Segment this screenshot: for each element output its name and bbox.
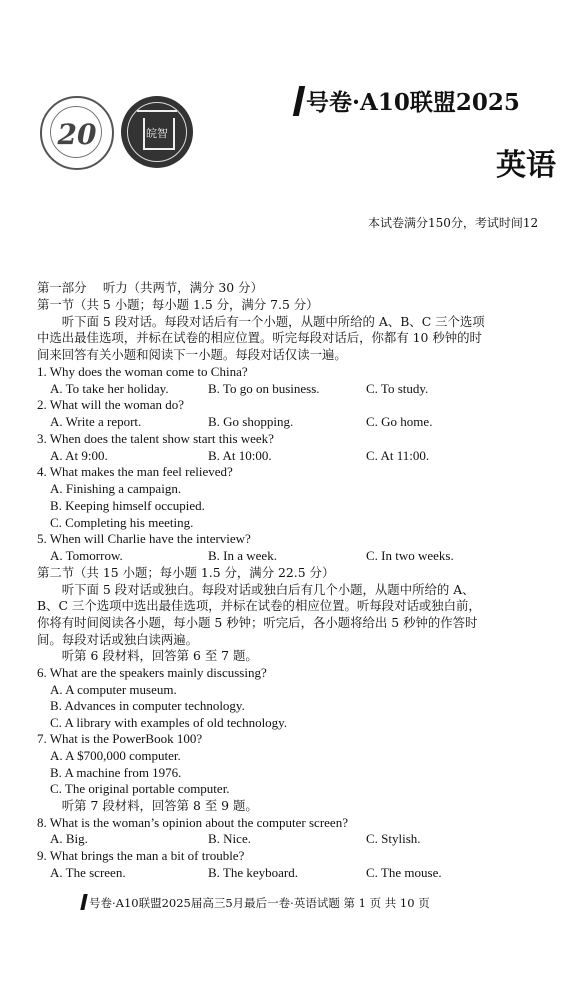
option-c: C. Go home. — [366, 414, 433, 429]
instruction-line: 听下面 5 段对话或独白。每段对话或独白后有几个小题，从题中所给的 A、 — [37, 582, 475, 597]
seal-mark-text: 皖智 — [146, 127, 168, 140]
instruction-line: 中选出最佳选项，并标在试卷的相应位置。听完每段对话后，你都有 10 秒钟的时 — [37, 330, 482, 345]
brand-stroke-icon — [293, 86, 305, 116]
option-b: B. To go on business. — [208, 381, 320, 396]
question-1: 1. Why does the woman come to China? — [37, 364, 248, 379]
question-4: 4. What makes the man feel relieved? — [37, 464, 233, 479]
education-seal-logo — [121, 96, 193, 168]
footer-text: ·A10联盟2025届高三5月最后一卷·英语试题 第 1 页 共 10 页 — [112, 896, 430, 910]
school-seal-logo — [40, 96, 114, 170]
option-a: A. Big. — [50, 831, 88, 846]
option-a: A. A computer museum. — [50, 682, 177, 697]
option-c: C. The mouse. — [366, 865, 442, 880]
footer-brand: 号卷 — [89, 896, 112, 910]
option-c: C. The original portable computer. — [50, 781, 230, 796]
option-a: A. Write a report. — [50, 414, 142, 429]
exam-note: 本试卷满分150分，考试时间12 — [368, 216, 539, 230]
question-8: 8. What is the woman’s opinion about the computer screen? — [37, 815, 348, 830]
footer-brand-icon — [80, 894, 87, 910]
subject-title: 英语 — [496, 148, 556, 183]
question-9: 9. What brings the man a bit of trouble? — [37, 848, 245, 863]
option-b: B. A machine from 1976. — [50, 765, 182, 780]
option-b: B. The keyboard. — [208, 865, 299, 880]
option-b: B. At 10:00. — [208, 448, 272, 463]
question-6: 6. What are the speakers mainly discussing? — [37, 665, 267, 680]
instruction-line: 间。每段对话或独白读两遍。 — [37, 632, 199, 647]
option-b: B. Go shopping. — [208, 414, 294, 429]
question-2: 2. What will the woman do? — [37, 397, 185, 412]
option-a: A. To take her holiday. — [50, 381, 169, 396]
section-heading: 第二节（共 15 小题；每小题 1.5 分，满分 22.5 分） — [37, 565, 335, 580]
option-b: B. Advances in computer technology. — [50, 698, 245, 713]
brand-rest: ·A10联盟2025 — [352, 89, 520, 116]
option-c: C. Completing his meeting. — [50, 515, 194, 530]
instruction-line: 间来回答有关小题和阅读下一小题。每段对话仅读一遍。 — [37, 347, 347, 362]
option-c: C. To study. — [366, 381, 429, 396]
option-c: C. Stylish. — [366, 831, 421, 846]
option-a: A. The screen. — [50, 865, 126, 880]
option-a: A. At 9:00. — [50, 448, 108, 463]
section-heading: 第一节（共 5 小题；每小题 1.5 分，满分 7.5 分） — [37, 297, 319, 312]
page-footer — [82, 894, 430, 911]
exam-brand-title — [296, 84, 520, 117]
option-b: B. Keeping himself occupied. — [50, 498, 205, 513]
option-c: C. A library with examples of old technology. — [50, 715, 288, 730]
option-c: C. In two weeks. — [366, 548, 454, 563]
seal-number-text: 20 — [57, 118, 97, 151]
question-5: 5. When will Charlie have the interview? — [37, 531, 251, 546]
part-heading: 第一部分 听力（共两节，满分 30 分） — [37, 280, 263, 295]
question-3: 3. When does the talent show start this week? — [37, 431, 274, 446]
option-b: B. Nice. — [208, 831, 251, 846]
instruction-line: B、C 三个选项中选出最佳选项，并标在试卷的相应位置。听每段对话或独白前， — [37, 598, 481, 613]
instruction-line: 你将有时间阅读各小题，每小题 5 秒钟；听完后，各小题将给出 5 秒钟的作答时 — [37, 615, 478, 630]
brand-script: 号卷 — [306, 89, 352, 116]
material-note: 听第 6 段材料，回答第 6 至 7 题。 — [37, 648, 258, 663]
option-a: A. A $700,000 computer. — [50, 748, 181, 763]
instruction-line: 听下面 5 段对话。每段对话后有一个小题，从题中所给的 A、B、C 三个选项 — [37, 314, 485, 329]
option-a: A. Tomorrow. — [50, 548, 123, 563]
option-c: C. At 11:00. — [366, 448, 430, 463]
question-7: 7. What is the PowerBook 100? — [37, 731, 203, 746]
option-b: B. In a week. — [208, 548, 277, 563]
option-a: A. Finishing a campaign. — [50, 481, 182, 496]
material-note: 听第 7 段材料，回答第 8 至 9 题。 — [37, 798, 258, 813]
